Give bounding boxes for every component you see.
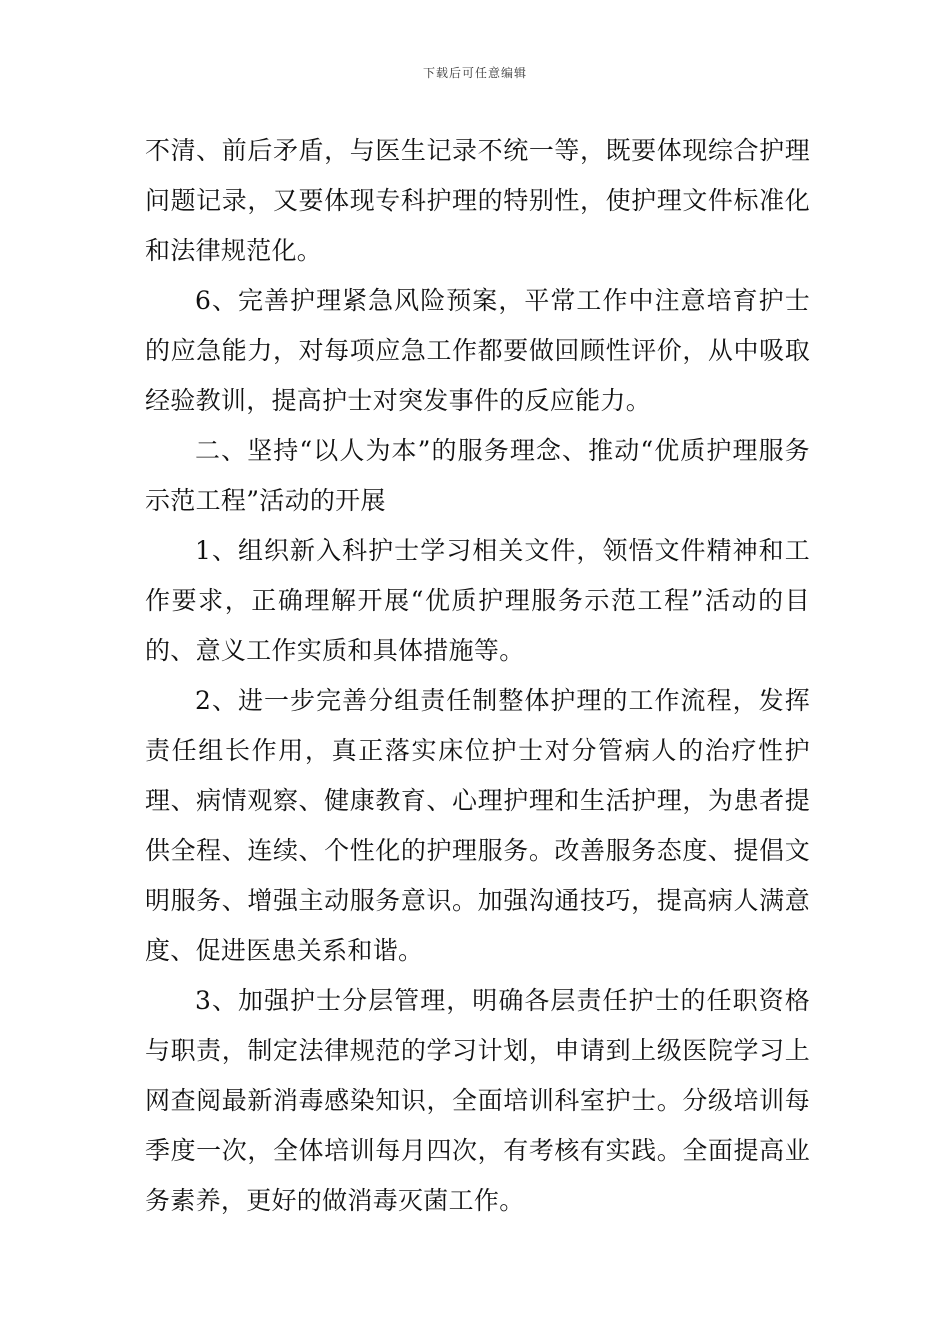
section-heading-2: 二、坚持“以人为本”的服务理念、推动“优质护理服务示范工程”活动的开展 [145,436,810,515]
paragraph-item-3: 3、加强护士分层管理，明确各层责任护士的任职资格与职责，制定法律规范的学习计划，申请到上级医院学习上网查阅最新消毒感染知识，全面培训科室护士。分级培训每季度一次，全体培训每月四次，有考核有实践。全面提高业务素养，更好的做消毒灭菌工作。 [145,986,810,1215]
paragraph-item-6: 6、完善护理紧急风险预案，平常工作中注意培育护士的应急能力，对每项应急工作都要做回顾性评价，从中吸取经验教训，提高护士对突发事件的反应能力。 [145,286,810,415]
paragraph-item-1: 1、组织新入科护士学习相关文件，领悟文件精神和工作要求，正确理解开展“优质护理服务示范工程”活动的目的、意义工作实质和具体措施等。 [145,536,810,665]
paragraph-item-2: 2、进一步完善分组责任制整体护理的工作流程，发挥责任组长作用，真正落实床位护士对分管病人的治疗性护理、病情观察、健康教育、心理护理和生活护理，为患者提供全程、连续、个性化的护理服务。改善服务态度、提倡文明服务、增强主动服务意识。加强沟通技巧，提高病人满意度、促进医患关系和谐。 [145,686,810,965]
page-header-note: 下载后可任意编辑 [422,66,527,80]
document-body [145,126,810,1226]
paragraph-continued: 不清、前后矛盾，与医生记录不统一等，既要体现综合护理问题记录，又要体现专科护理的特别性，使护理文件标准化和法律规范化。 [145,136,810,265]
